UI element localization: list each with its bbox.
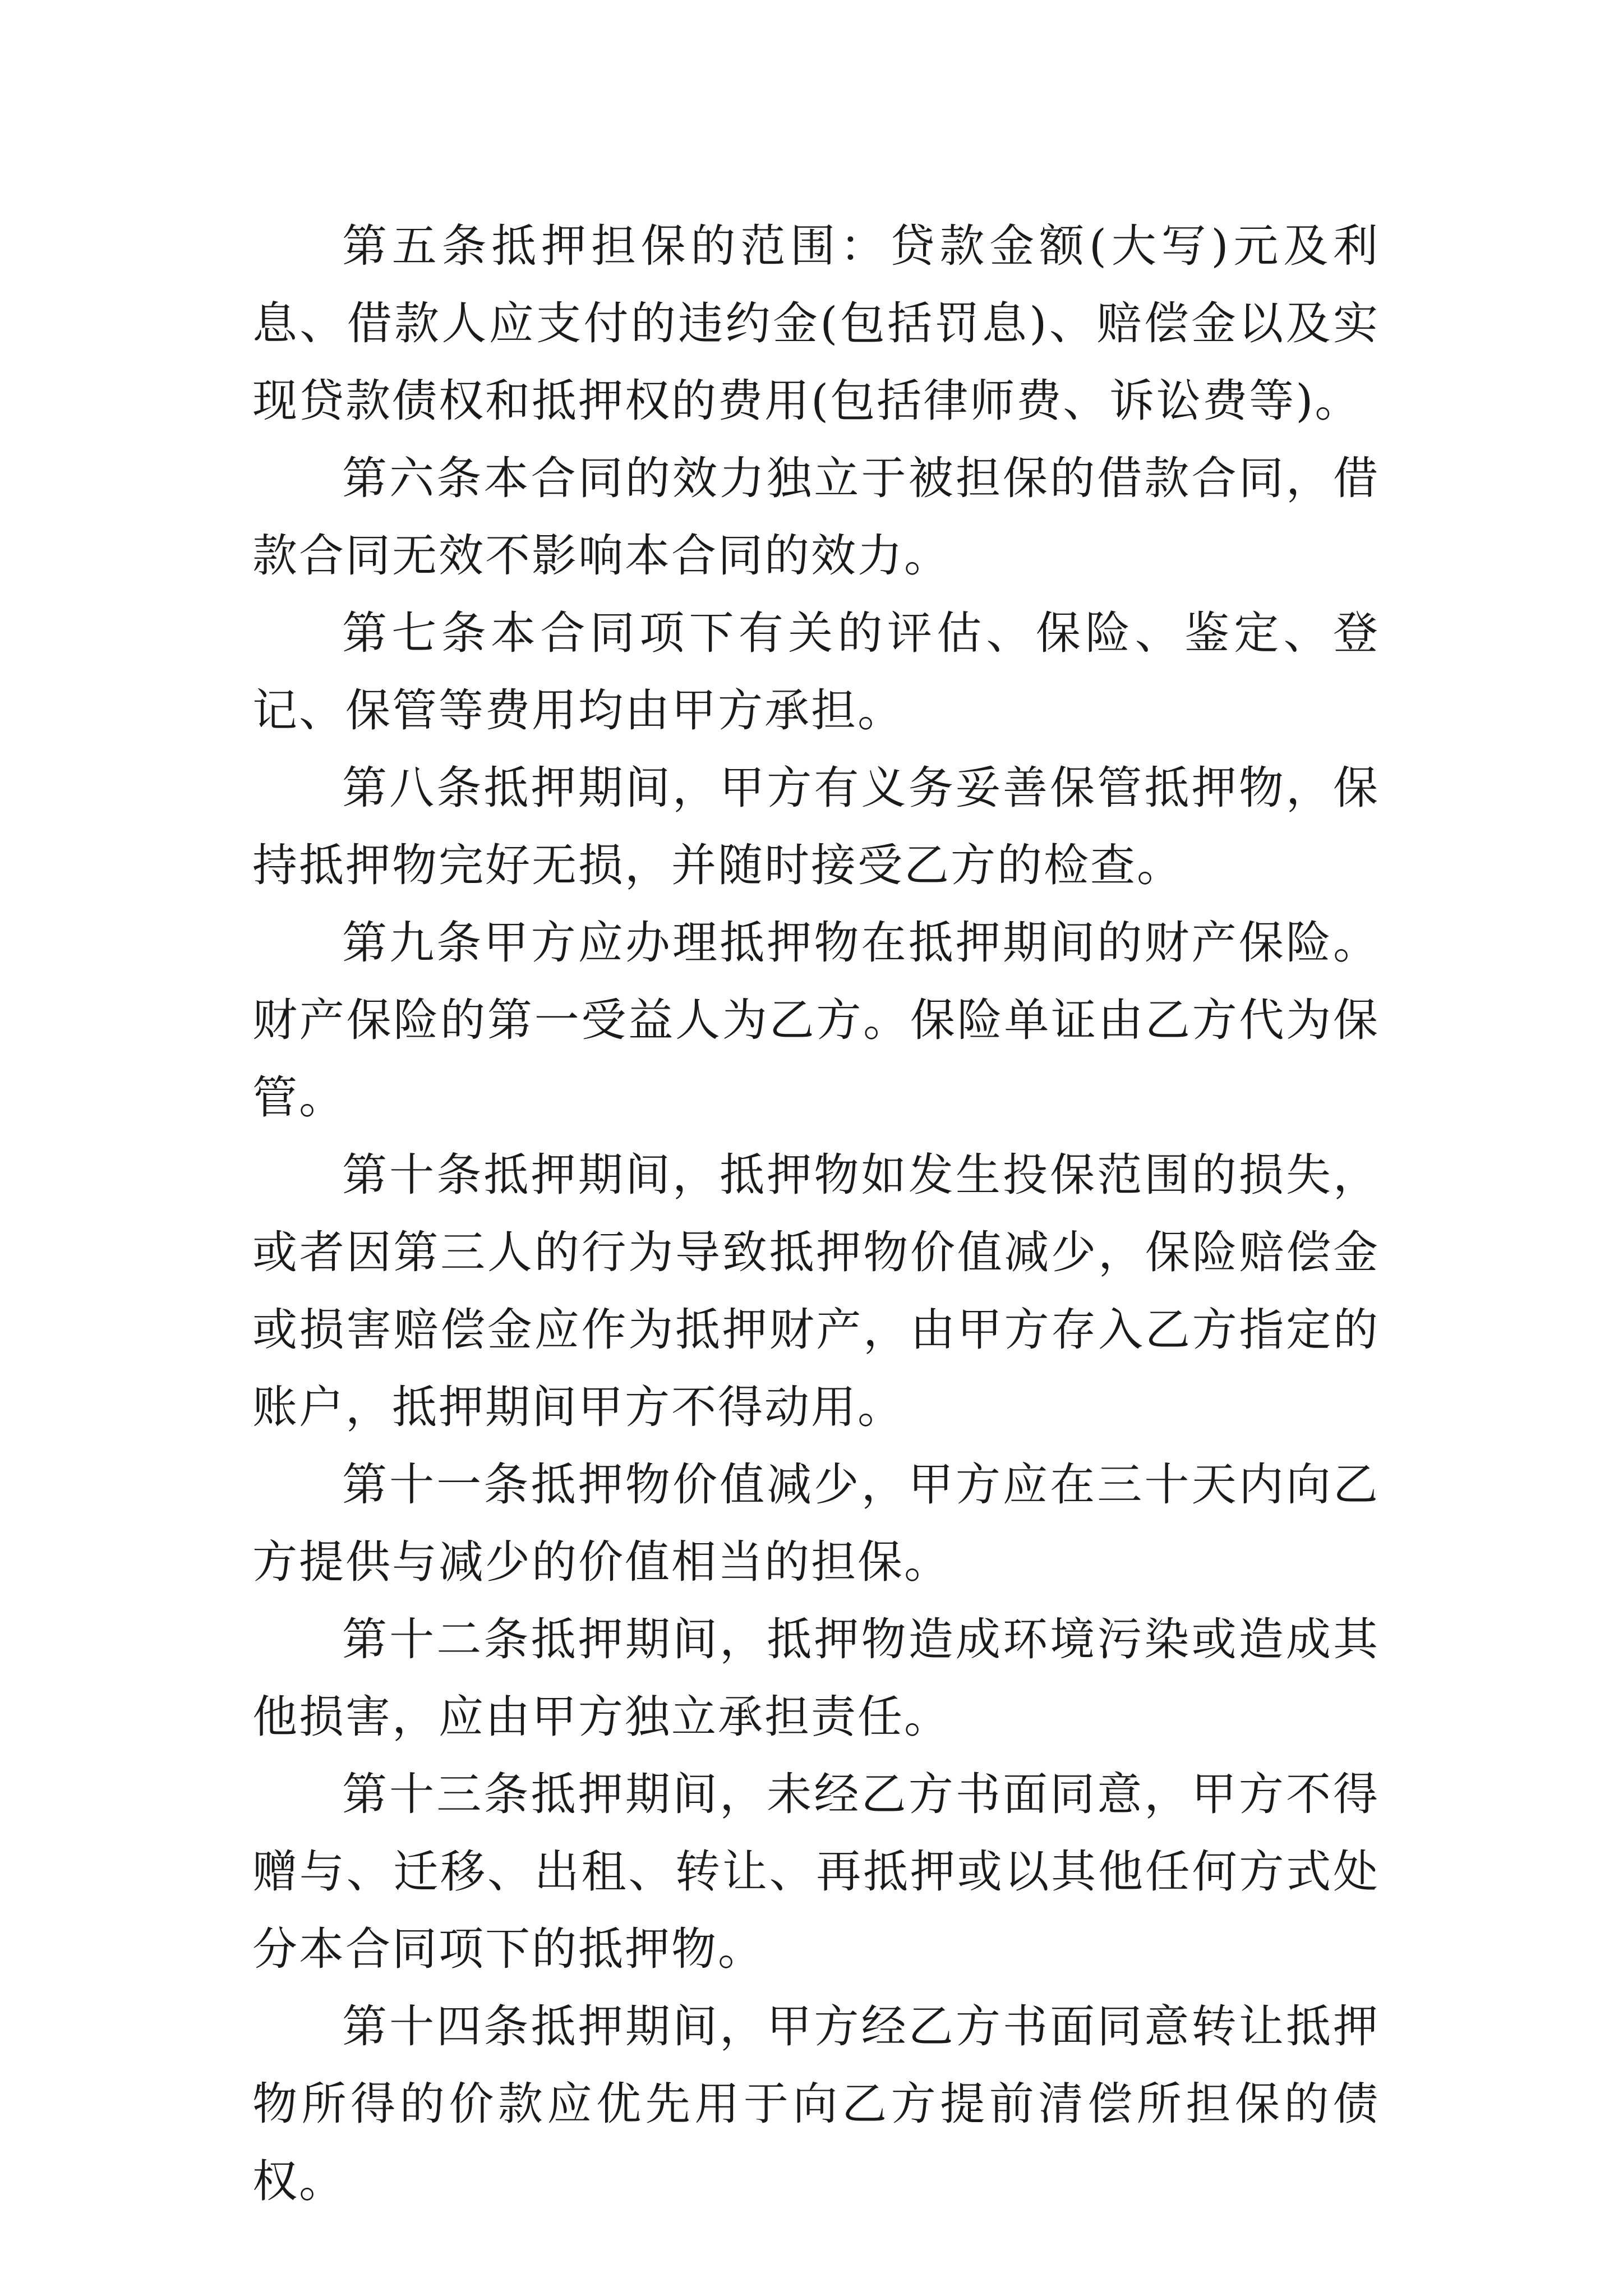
document-body xyxy=(252,208,1380,2220)
clause-8-paragraph: 第八条抵押期间，甲方有义务妥善保管抵押物，保持抵押物完好无损，并随时接受乙方的检查。 xyxy=(252,762,1380,891)
clause-11-paragraph: 第十一条抵押物价值减少，甲方应在三十天内向乙方提供与减少的价值相当的担保。 xyxy=(252,1458,1380,1588)
clause-5-paragraph: 第五条抵押担保的范围：贷款金额(大写)元及利息、借款人应支付的违约金(包括罚息)、赔偿金以及实现贷款债权和抵押权的费用(包括律师费、诉讼费等)。 xyxy=(252,220,1380,427)
clause-9-paragraph: 第九条甲方应办理抵押物在抵押期间的财产保险。财产保险的第一受益人为乙方。保险单证由乙方代为保管。 xyxy=(252,917,1380,1124)
clause-14-paragraph: 第十四条抵押期间，甲方经乙方书面同意转让抵押物所得的价款应优先用于向乙方提前清偿所担保的债权。 xyxy=(252,2000,1380,2207)
clause-13-paragraph: 第十三条抵押期间，未经乙方书面同意，甲方不得赠与、迁移、出租、转让、再抵押或以其他任何方式处分本合同项下的抵押物。 xyxy=(252,1768,1380,1975)
clause-10-paragraph: 第十条抵押期间，抵押物如发生投保范围的损失，或者因第三人的行为导致抵押物价值减少，保险赔偿金或损害赔偿金应作为抵押财产，由甲方存入乙方指定的账户，抵押期间甲方不得动用。 xyxy=(252,1149,1380,1433)
clause-6-paragraph: 第六条本合同的效力独立于被担保的借款合同，借款合同无效不影响本合同的效力。 xyxy=(252,452,1380,582)
clause-12-paragraph: 第十二条抵押期间，抵押物造成环境污染或造成其他损害，应由甲方独立承担责任。 xyxy=(252,1613,1380,1743)
clause-7-paragraph: 第七条本合同项下有关的评估、保险、鉴定、登记、保管等费用均由甲方承担。 xyxy=(252,607,1380,737)
